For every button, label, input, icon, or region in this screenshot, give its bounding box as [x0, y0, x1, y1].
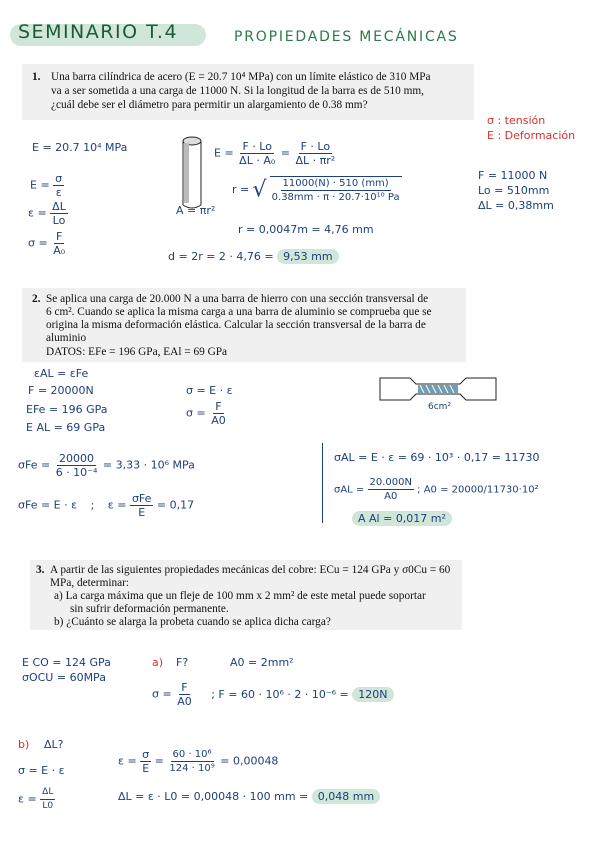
q2-line2: 6 cm². Cuando se aplica la misma carga a una barra de aluminio se comprueba que se: [46, 306, 432, 318]
legend-deformation: E : Deformación: [487, 129, 576, 142]
q2-modulus-al: E AL = 69 GPa: [26, 421, 106, 434]
q1-number: 1.: [32, 71, 41, 83]
q1-eq-sigma: σ = $\frac{F}{\text{A₀}}$: [28, 230, 66, 257]
q2-hooke-law: σ = E · ε: [186, 384, 233, 397]
q3-modulus-cu: E CO = 124 GPa: [22, 656, 111, 669]
q3-b-hooke: σ = E · ε: [18, 764, 65, 777]
q1-area-formula: A = πr²: [176, 204, 216, 217]
q2-line4: aluminio: [46, 332, 87, 344]
q2-area-al-answer: A Al = 0,017 m²: [352, 512, 452, 525]
q2-line3: origina la misma deformación elástica. Calcular la sección transversal de la barra de: [46, 319, 426, 331]
q1-radius-eq: r = √ $\frac{11000(N) \cdot 510 (mm)}{\text{0.38mm · π · 20.7·10¹⁰ Pa}}$: [232, 177, 400, 203]
q2-stress-fe: σFe = $\frac{20000}{\text{6 · 10⁻⁴}}$ = 3,33 · 10⁶ MPa: [18, 452, 195, 479]
q2-stress-fe-hooke: σFe = E · ε ; ε = $\frac{\text{σFe}}{E}$ = 0,17: [18, 492, 195, 519]
q1-diameter-eq: d = 2r = 2 · 4,76 = 9,53 mm: [168, 250, 339, 263]
q3-number: 3.: [36, 564, 45, 576]
q3-a-unknown: F?: [176, 656, 189, 669]
q1-data-force: F = 11000 N: [478, 169, 548, 182]
page-subtitle: PROPIEDADES MECÁNICAS: [234, 29, 459, 45]
q1-diameter-answer: 9,53 mm: [277, 249, 338, 264]
q3-b-unknown: ΔL?: [44, 738, 64, 751]
q3-a-area: A0 = 2mm²: [230, 656, 294, 669]
q1-line3: ¿cuál debe ser el diámetro para permitir un alargamiento de 0.38 mm?: [51, 99, 368, 111]
q1-young-modulus: E = 20.7 10⁴ MPa: [32, 141, 128, 154]
q3-b-elongation: ΔL = ε · L0 = 0,00048 · 100 mm = 0,048 mm: [118, 790, 380, 803]
tensile-bar-drawing: [378, 376, 498, 402]
q1-radius-result: r = 0,0047m = 4,76 mm: [238, 223, 374, 236]
q1-line2: va a ser sometida a una carga de 11000 N. Si la longitud de la barra es de 510 mm,: [51, 85, 425, 97]
q1-data-elongation: ΔL = 0,38mm: [478, 199, 554, 212]
page-title: SEMINARIO T.4: [18, 21, 179, 43]
q3-line1: A partir de las siguientes propiedades mecánicas del cobre: ECu = 124 GPa y σ0Cu = 60: [50, 564, 451, 576]
cylinder-bar-drawing: [178, 133, 208, 213]
q1-eq-eps: ε = $\frac{\Delta L}{Lo}$: [28, 200, 66, 227]
q2-strain-equality: εAL = εFe: [34, 367, 89, 380]
bar-section-label: 6cm²: [428, 402, 452, 412]
q3-a-label: a): [152, 656, 164, 669]
q3-b-strain-def: ε = $\frac{\Delta L}{L0}$: [18, 787, 54, 811]
q3-b-label: b): [18, 738, 30, 751]
q2-stress-al: σAL = E · ε = 69 · 10³ · 0,17 = 11730: [334, 451, 540, 464]
q1-eq-E-sigma-eps: E = $\frac{\sigma}{\varepsilon}$: [30, 172, 63, 199]
q2-area-al-eq: σAL = $\frac{20.000N}{A0}$ ; A0 = 20000/11730·10²: [334, 477, 539, 502]
q3-part-a-line2: sin sufrir deformación permanente.: [70, 603, 229, 615]
q1-data-length: Lo = 510mm: [478, 184, 550, 197]
q2-line1: Se aplica una carga de 20.000 N a una barra de hierro con una sección transversal de: [46, 293, 429, 305]
q3-part-a: a) La carga máxima que un fleje de 100 mm x 2 mm² de este metal puede soportar: [54, 590, 426, 602]
q2-data-line: DATOS: EFe = 196 GPa, EAl = 69 GPa: [46, 346, 228, 358]
q3-part-b: b) ¿Cuánto se alarga la probeta cuando se aplica dicha carga?: [54, 616, 331, 628]
q1-eq-modulus-expanded: E = $\frac{F \cdot Lo}{\text{ΔL · A₀}}$ = $\frac{F \cdot Lo}{\text{ΔL · πr²}}$: [214, 140, 336, 167]
q2-modulus-fe: EFe = 196 GPa: [26, 403, 108, 416]
q3-a-equation: σ = $\frac{F}{A0}$ ; F = 60 · 10⁶ · 2 · 10⁻⁶ = 120N: [152, 681, 394, 708]
q1-line1: Una barra cilíndrica de acero (E = 20.7 10⁴ MPa) con un límite elástico de 310 MPa: [51, 71, 431, 83]
q3-line2: MPa, determinar:: [50, 577, 130, 589]
q3-b-strain-calc: ε = $\frac{\sigma}{E}$ = $\frac{\text{60 · 10⁶}}{\text{124 · 10⁹}}$ = 0,00048: [118, 748, 279, 775]
q3-b-answer: 0,048 mm: [312, 789, 380, 804]
q2-divider: [322, 443, 323, 523]
q2-stress-formula: σ = $\frac{F}{A0}$: [186, 400, 226, 427]
q3-yield-cu: σOCU = 60MPa: [22, 671, 106, 684]
q2-number: 2.: [32, 293, 41, 305]
legend-sigma: σ : tensión: [487, 114, 546, 127]
q3-a-answer: 120N: [352, 687, 393, 702]
q2-force: F = 20000N: [28, 384, 94, 397]
